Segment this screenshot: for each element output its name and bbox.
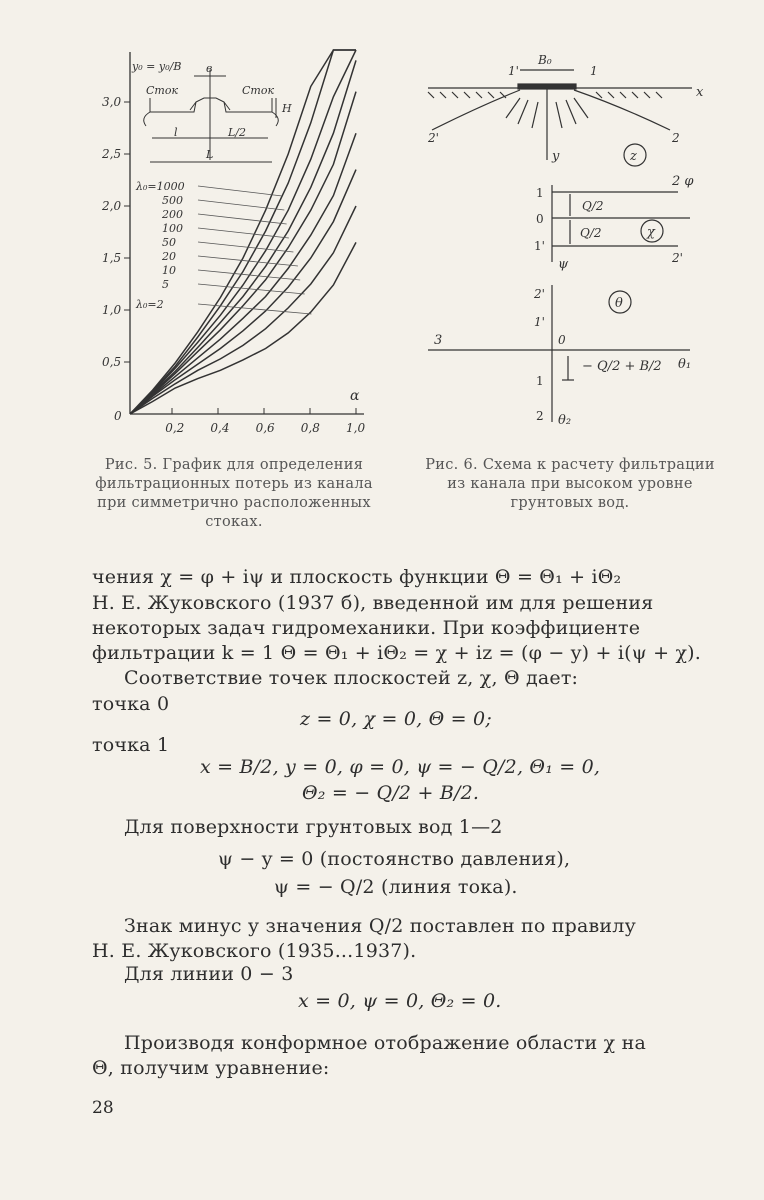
figure-5-caption: Рис. 5. График для определения фильтрационных потерь из канала при симметрично расположенных стоках.: [95, 457, 373, 530]
inset-right-stok: Сток: [242, 84, 275, 97]
figure-6: [420, 40, 720, 440]
curve-leader-line: [198, 186, 282, 196]
x-tick-label: 0,4: [210, 421, 230, 435]
curve-label: 50: [162, 236, 176, 249]
x-tick-label: 0,2: [165, 421, 185, 435]
z-x-axis: x: [696, 85, 704, 100]
text-line-6: точка 0: [92, 693, 170, 715]
figure-6-caption: Рис. 6. Схема к расчету фильтрации из канала при высоком уровне грунтовых вод.: [425, 457, 715, 511]
theta-theta1-axis: θ₁: [678, 357, 692, 372]
y-tick-label: 1,0: [102, 303, 122, 317]
text-line-17: x = 0, ψ = 0, Θ₂ = 0.: [298, 990, 502, 1012]
text-line-19: Θ, получим уравнение:: [92, 1057, 330, 1079]
z-p2prime: 2': [428, 131, 439, 145]
curve-label: λ₀=1000: [136, 180, 185, 193]
theta-p1: 1: [536, 374, 544, 388]
text-line-13: ψ = − Q/2 (линия тока).: [274, 876, 518, 898]
origin-label: 0: [114, 409, 122, 423]
text-line-12: ψ − y = 0 (постоянство давления),: [218, 848, 571, 870]
inset-L-label: L: [206, 148, 214, 161]
inset-left-stok: Сток: [146, 84, 179, 97]
theta-p0: 0: [558, 333, 566, 347]
theta-p2: 2: [536, 409, 544, 423]
x-tick-label: 1,0: [346, 421, 366, 435]
theta-theta2-axis: θ₂: [558, 413, 572, 428]
curve-label: λ₀=2: [136, 298, 164, 311]
text-line-4: фильтрации k = 1 Θ = Θ₁ + iΘ₂ = χ + iz = (φ − y) + i(ψ + χ).: [92, 642, 702, 664]
curve-label: 20: [162, 250, 176, 263]
text-line-3: некоторых задач гидромеханики. При коэффициенте: [92, 617, 641, 639]
inset-b-label: в: [206, 62, 213, 75]
curve-leader-line: [198, 200, 284, 210]
text-line-5: Соответствие точек плоскостей z, χ, Θ дает:: [124, 667, 579, 689]
text-line-8: точка 1: [92, 734, 170, 756]
figure-5: [100, 40, 390, 440]
text-line-9: x = B/2, y = 0, φ = 0, ψ = − Q/2, Θ₁ = 0,: [200, 756, 601, 778]
y-tick-label: 2,5: [102, 147, 122, 161]
chi-q-upper: Q/2: [582, 199, 604, 213]
curve-leader-line: [198, 256, 298, 266]
z-p1: 1: [590, 64, 598, 78]
z-plane: [428, 70, 692, 166]
y-tick-label: 2,0: [102, 199, 122, 213]
text-line-16: Для линии 0 − 3: [124, 963, 294, 985]
chi-psi-axis: ψ: [558, 257, 569, 272]
theta-p1prime: 1': [534, 315, 545, 329]
chi-p1prime: 1': [534, 239, 545, 253]
theta-p2prime: 2': [534, 287, 545, 301]
chi-plane-label: χ: [647, 225, 655, 240]
curve-leader-line: [198, 242, 293, 252]
y-tick-label: 0,5: [102, 355, 122, 369]
z-y-axis: y: [552, 149, 560, 164]
y-tick-label: 1,5: [102, 251, 122, 265]
z-p1prime: 1': [508, 64, 519, 78]
chi-plane: [552, 185, 690, 262]
chi-p1: 1: [536, 186, 544, 200]
curve-label: 200: [162, 208, 183, 221]
text-line-14: Знак минус у значения Q/2 поставлен по правилу: [124, 915, 636, 937]
inset-l-label: l: [174, 126, 178, 139]
x-tick-label: 0,8: [300, 421, 320, 435]
filtration-scheme-diagram: [420, 40, 720, 440]
x-tick-label: 0,6: [255, 421, 275, 435]
x-axis-label: α: [350, 388, 360, 404]
text-line-10: Θ₂ = − Q/2 + B/2.: [302, 782, 480, 804]
theta-plane-label: θ: [615, 296, 623, 311]
theta-formula: − Q/2 + B/2: [582, 359, 662, 374]
curve-label: 100: [162, 222, 183, 235]
text-line-2: Н. Е. Жуковского (1937 б), введенной им для решения: [92, 592, 654, 614]
x-tick-labels: [165, 421, 365, 435]
text-line-11: Для поверхности грунтовых вод 1—2: [124, 816, 503, 838]
chi-q-lower: Q/2: [580, 226, 602, 240]
text-line-18: Производя конформное отображение области χ на: [124, 1032, 646, 1054]
inset-H-label: H: [282, 102, 292, 115]
chi-p0: 0: [536, 212, 544, 226]
z-plane-label: z: [630, 149, 637, 164]
page-number: 28: [92, 1098, 114, 1118]
y-tick-label: 3,0: [102, 95, 122, 109]
text-line-1: чения χ = φ + iψ и плоскость функции Θ = Θ₁ + iΘ₂: [92, 566, 622, 588]
y-tick-labels: [101, 95, 121, 369]
filtration-loss-chart: [100, 40, 390, 440]
text-line-15: Н. Е. Жуковского (1935...1937).: [92, 940, 417, 962]
y-axis-label: y₀ = у₀/B: [132, 60, 182, 73]
theta-plane: [428, 285, 690, 422]
z-B0: B₀: [538, 53, 552, 67]
curve-label: 5: [162, 278, 169, 291]
inset-l-half-label: L/2: [228, 126, 247, 139]
text-line-7: z = 0, χ = 0, Θ = 0;: [300, 708, 492, 730]
theta-p3: 3: [434, 333, 443, 348]
curve-label: 10: [162, 264, 176, 277]
chi-p2prime: 2': [672, 251, 683, 265]
z-p2: 2: [672, 131, 680, 145]
curve-label: 500: [162, 194, 183, 207]
chi-phi-axis: 2 φ: [672, 174, 694, 189]
